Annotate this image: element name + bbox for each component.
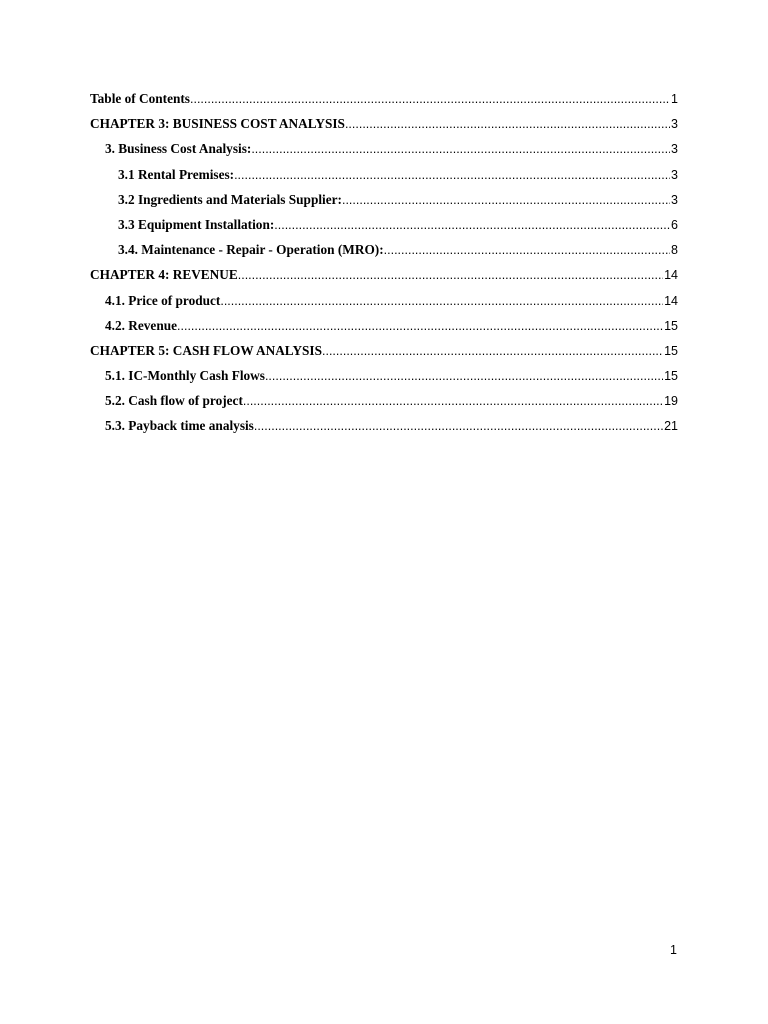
- toc-dot-leader: [220, 295, 663, 308]
- toc-dot-leader: [342, 194, 670, 207]
- toc-entry-title: 3.1 Rental Premises:: [118, 166, 235, 182]
- toc-entry-mro[interactable]: [90, 242, 678, 267]
- toc-entry-payback-time-analysis[interactable]: [90, 418, 678, 443]
- toc-entry-page: 8: [671, 243, 678, 258]
- toc-entry-revenue[interactable]: [90, 318, 678, 343]
- toc-dot-leader: [251, 143, 670, 156]
- toc-entry-title: 3.4. Maintenance - Repair - Operation (MRO):: [118, 242, 384, 258]
- toc-entry-title: Table of Contents: [90, 91, 190, 106]
- toc-entry-title: CHAPTER 3: BUSINESS COST ANALYSIS: [90, 116, 345, 132]
- toc-entry-page: 3: [671, 167, 678, 182]
- toc-entry-price-of-product[interactable]: [90, 293, 678, 318]
- toc-dot-leader: [238, 269, 663, 282]
- toc-entry-page: 15: [664, 343, 678, 358]
- toc-entry-page: 21: [664, 419, 678, 434]
- table-of-contents: [90, 91, 678, 444]
- toc-entry-title: 3.3 Equipment Installation:: [118, 216, 275, 232]
- toc-entry-title: 5.1. IC-Monthly Cash Flows: [105, 368, 265, 384]
- toc-dot-leader: [254, 420, 663, 433]
- toc-entry-title: 5.3. Payback time analysis: [105, 418, 254, 434]
- toc-entry-page: 3: [671, 117, 678, 132]
- toc-entry-title: 4.2. Revenue: [105, 317, 178, 333]
- toc-entry-chapter-4[interactable]: [90, 267, 678, 292]
- toc-dot-leader: [384, 244, 670, 257]
- toc-entry-title: 3.2 Ingredients and Materials Supplier:: [118, 191, 342, 207]
- toc-entry-page: 6: [671, 217, 678, 232]
- toc-entry-page: 14: [664, 293, 678, 308]
- toc-entry-page: 1: [671, 92, 678, 106]
- toc-entry-ingredients-supplier[interactable]: [90, 192, 678, 217]
- toc-dot-leader: [177, 320, 663, 333]
- toc-entry-cash-flow-of-project[interactable]: [90, 393, 678, 418]
- toc-dot-leader: [243, 395, 663, 408]
- toc-entry-chapter-5[interactable]: [90, 343, 678, 368]
- toc-entry-table-of-contents[interactable]: [90, 91, 678, 116]
- toc-dot-leader: [345, 118, 670, 131]
- toc-entry-rental-premises[interactable]: [90, 167, 678, 192]
- toc-entry-title: CHAPTER 4: REVENUE: [90, 267, 238, 283]
- toc-dot-leader: [190, 93, 670, 106]
- toc-dot-leader: [274, 219, 670, 232]
- toc-entry-title: 5.2. Cash flow of project: [105, 393, 243, 409]
- footer-page-number: 1: [670, 943, 677, 957]
- toc-entry-chapter-3[interactable]: [90, 116, 678, 141]
- toc-entry-page: 14: [664, 268, 678, 283]
- toc-entry-title: CHAPTER 5: CASH FLOW ANALYSIS: [90, 342, 323, 358]
- toc-entry-page: 15: [664, 318, 678, 333]
- toc-dot-leader: [265, 370, 663, 383]
- toc-entry-equipment-installation[interactable]: [90, 217, 678, 242]
- toc-entry-title: 4.1. Price of product: [105, 292, 221, 308]
- toc-entry-page: 15: [664, 369, 678, 384]
- toc-entry-page: 3: [671, 192, 678, 207]
- toc-entry-monthly-cash-flows[interactable]: [90, 368, 678, 393]
- toc-dot-leader: [322, 345, 663, 358]
- toc-dot-leader: [234, 169, 670, 182]
- toc-entry-page: 3: [671, 142, 678, 157]
- toc-entry-page: 19: [664, 394, 678, 409]
- toc-entry-business-cost-analysis[interactable]: [90, 141, 678, 166]
- toc-entry-title: 3. Business Cost Analysis:: [105, 141, 252, 157]
